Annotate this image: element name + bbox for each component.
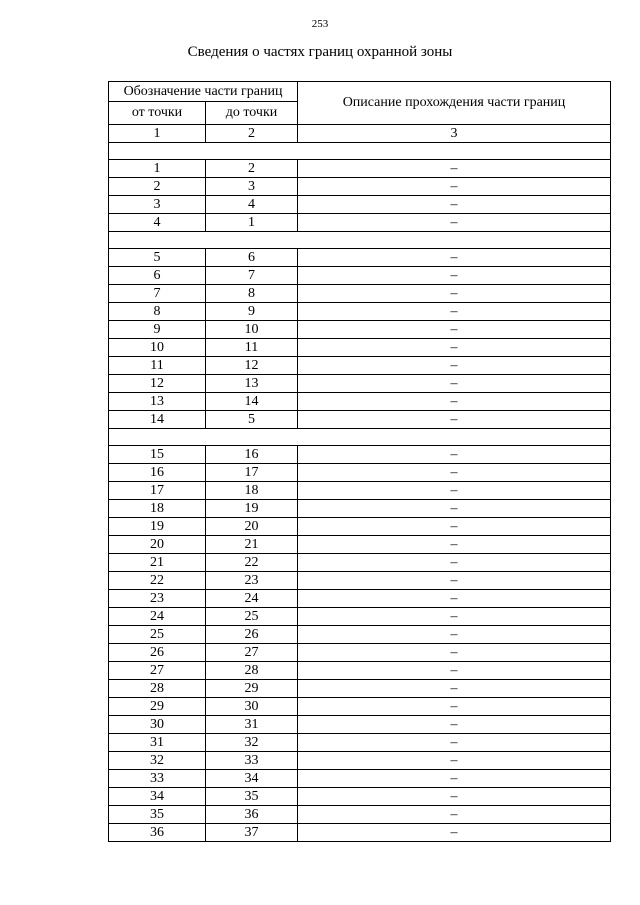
from-point-cell: 1: [109, 160, 206, 178]
section-separator-row: [109, 232, 611, 249]
section-separator-row: [109, 143, 611, 160]
header-from-point: от точки: [109, 102, 206, 125]
description-cell: –: [298, 752, 611, 770]
to-point-cell: 10: [206, 321, 298, 339]
section-separator-cell: [109, 232, 611, 249]
table-row: [109, 214, 611, 232]
description-cell: –: [298, 393, 611, 411]
from-point-cell: 17: [109, 482, 206, 500]
to-point-cell: 31: [206, 716, 298, 734]
description-cell: –: [298, 321, 611, 339]
to-point-cell: 12: [206, 357, 298, 375]
table-row: [109, 267, 611, 285]
to-point-cell: 34: [206, 770, 298, 788]
from-point-cell: 22: [109, 572, 206, 590]
to-point-cell: 11: [206, 339, 298, 357]
from-point-cell: 18: [109, 500, 206, 518]
column-number: 2: [206, 125, 298, 143]
to-point-cell: 5: [206, 411, 298, 429]
description-cell: –: [298, 285, 611, 303]
section-separator-row: [109, 429, 611, 446]
table-row: [109, 321, 611, 339]
to-point-cell: 24: [206, 590, 298, 608]
table-row: [109, 716, 611, 734]
table-row: [109, 788, 611, 806]
from-point-cell: 8: [109, 303, 206, 321]
header-group-label: Обозначение части границ: [109, 82, 298, 102]
description-cell: –: [298, 536, 611, 554]
table-row: [109, 303, 611, 321]
table-row: [109, 824, 611, 842]
to-point-cell: 9: [206, 303, 298, 321]
table-row: [109, 698, 611, 716]
table-row: [109, 375, 611, 393]
from-point-cell: 13: [109, 393, 206, 411]
from-point-cell: 31: [109, 734, 206, 752]
from-point-cell: 6: [109, 267, 206, 285]
description-cell: –: [298, 824, 611, 842]
to-point-cell: 3: [206, 178, 298, 196]
description-cell: –: [298, 770, 611, 788]
description-cell: –: [298, 518, 611, 536]
to-point-cell: 22: [206, 554, 298, 572]
to-point-cell: 32: [206, 734, 298, 752]
table-row: [109, 644, 611, 662]
to-point-cell: 7: [206, 267, 298, 285]
header-row: [109, 82, 611, 102]
table-row: [109, 446, 611, 464]
table-row: [109, 411, 611, 429]
table-row: [109, 196, 611, 214]
from-point-cell: 5: [109, 249, 206, 267]
from-point-cell: 12: [109, 375, 206, 393]
from-point-cell: 30: [109, 716, 206, 734]
table-row: [109, 482, 611, 500]
from-point-cell: 28: [109, 680, 206, 698]
table-row: [109, 572, 611, 590]
table-row: [109, 734, 611, 752]
description-cell: –: [298, 698, 611, 716]
description-cell: –: [298, 626, 611, 644]
table-row: [109, 626, 611, 644]
table-row: [109, 178, 611, 196]
from-point-cell: 24: [109, 608, 206, 626]
to-point-cell: 30: [206, 698, 298, 716]
from-point-cell: 11: [109, 357, 206, 375]
table-row: [109, 500, 611, 518]
description-cell: –: [298, 500, 611, 518]
from-point-cell: 35: [109, 806, 206, 824]
from-point-cell: 3: [109, 196, 206, 214]
table-row: [109, 357, 611, 375]
description-cell: –: [298, 464, 611, 482]
table-row: [109, 752, 611, 770]
to-point-cell: 25: [206, 608, 298, 626]
to-point-cell: 2: [206, 160, 298, 178]
from-point-cell: 26: [109, 644, 206, 662]
to-point-cell: 6: [206, 249, 298, 267]
description-cell: –: [298, 303, 611, 321]
description-cell: –: [298, 178, 611, 196]
description-cell: –: [298, 644, 611, 662]
from-point-cell: 32: [109, 752, 206, 770]
column-number: 3: [298, 125, 611, 143]
to-point-cell: 20: [206, 518, 298, 536]
table-row: [109, 536, 611, 554]
from-point-cell: 19: [109, 518, 206, 536]
description-cell: –: [298, 680, 611, 698]
description-cell: –: [298, 608, 611, 626]
from-point-cell: 15: [109, 446, 206, 464]
description-cell: –: [298, 160, 611, 178]
description-cell: –: [298, 734, 611, 752]
description-cell: –: [298, 196, 611, 214]
table-body: [109, 82, 611, 842]
from-point-cell: 14: [109, 411, 206, 429]
description-cell: –: [298, 411, 611, 429]
table-row: [109, 554, 611, 572]
from-point-cell: 7: [109, 285, 206, 303]
description-cell: –: [298, 716, 611, 734]
from-point-cell: 33: [109, 770, 206, 788]
page-number: 253: [311, 18, 329, 30]
to-point-cell: 19: [206, 500, 298, 518]
to-point-cell: 16: [206, 446, 298, 464]
to-point-cell: 17: [206, 464, 298, 482]
table-row: [109, 662, 611, 680]
from-point-cell: 21: [109, 554, 206, 572]
description-cell: –: [298, 357, 611, 375]
to-point-cell: 14: [206, 393, 298, 411]
table-row: [109, 590, 611, 608]
table-row: [109, 249, 611, 267]
description-cell: –: [298, 590, 611, 608]
section-separator-cell: [109, 429, 611, 446]
description-cell: –: [298, 572, 611, 590]
description-cell: –: [298, 267, 611, 285]
to-point-cell: 33: [206, 752, 298, 770]
from-point-cell: 36: [109, 824, 206, 842]
table-row: [109, 608, 611, 626]
from-point-cell: 4: [109, 214, 206, 232]
boundary-parts-table: [108, 81, 611, 842]
to-point-cell: 26: [206, 626, 298, 644]
table-row: [109, 806, 611, 824]
to-point-cell: 37: [206, 824, 298, 842]
to-point-cell: 1: [206, 214, 298, 232]
section-separator-cell: [109, 143, 611, 160]
description-cell: –: [298, 482, 611, 500]
table-row: [109, 518, 611, 536]
description-cell: –: [298, 554, 611, 572]
to-point-cell: 36: [206, 806, 298, 824]
table-row: [109, 393, 611, 411]
table-row: [109, 464, 611, 482]
description-cell: –: [298, 446, 611, 464]
from-point-cell: 20: [109, 536, 206, 554]
table-row: [109, 770, 611, 788]
to-point-cell: 4: [206, 196, 298, 214]
description-cell: –: [298, 339, 611, 357]
from-point-cell: 16: [109, 464, 206, 482]
to-point-cell: 35: [206, 788, 298, 806]
to-point-cell: 27: [206, 644, 298, 662]
description-cell: –: [298, 788, 611, 806]
to-point-cell: 29: [206, 680, 298, 698]
table-row: [109, 160, 611, 178]
column-number: 1: [109, 125, 206, 143]
from-point-cell: 9: [109, 321, 206, 339]
to-point-cell: 18: [206, 482, 298, 500]
from-point-cell: 29: [109, 698, 206, 716]
header-description: Описание прохождения части границ: [298, 82, 611, 125]
description-cell: –: [298, 375, 611, 393]
to-point-cell: 13: [206, 375, 298, 393]
table-row: [109, 339, 611, 357]
to-point-cell: 28: [206, 662, 298, 680]
to-point-cell: 21: [206, 536, 298, 554]
to-point-cell: 23: [206, 572, 298, 590]
table-row: [109, 285, 611, 303]
from-point-cell: 27: [109, 662, 206, 680]
from-point-cell: 2: [109, 178, 206, 196]
to-point-cell: 8: [206, 285, 298, 303]
column-number-row: [109, 125, 611, 143]
description-cell: –: [298, 249, 611, 267]
from-point-cell: 10: [109, 339, 206, 357]
from-point-cell: 34: [109, 788, 206, 806]
from-point-cell: 25: [109, 626, 206, 644]
page-title: Сведения о частях границ охранной зоны: [187, 44, 453, 60]
description-cell: –: [298, 662, 611, 680]
table-row: [109, 680, 611, 698]
description-cell: –: [298, 806, 611, 824]
header-to-point: до точки: [206, 102, 298, 125]
description-cell: –: [298, 214, 611, 232]
from-point-cell: 23: [109, 590, 206, 608]
